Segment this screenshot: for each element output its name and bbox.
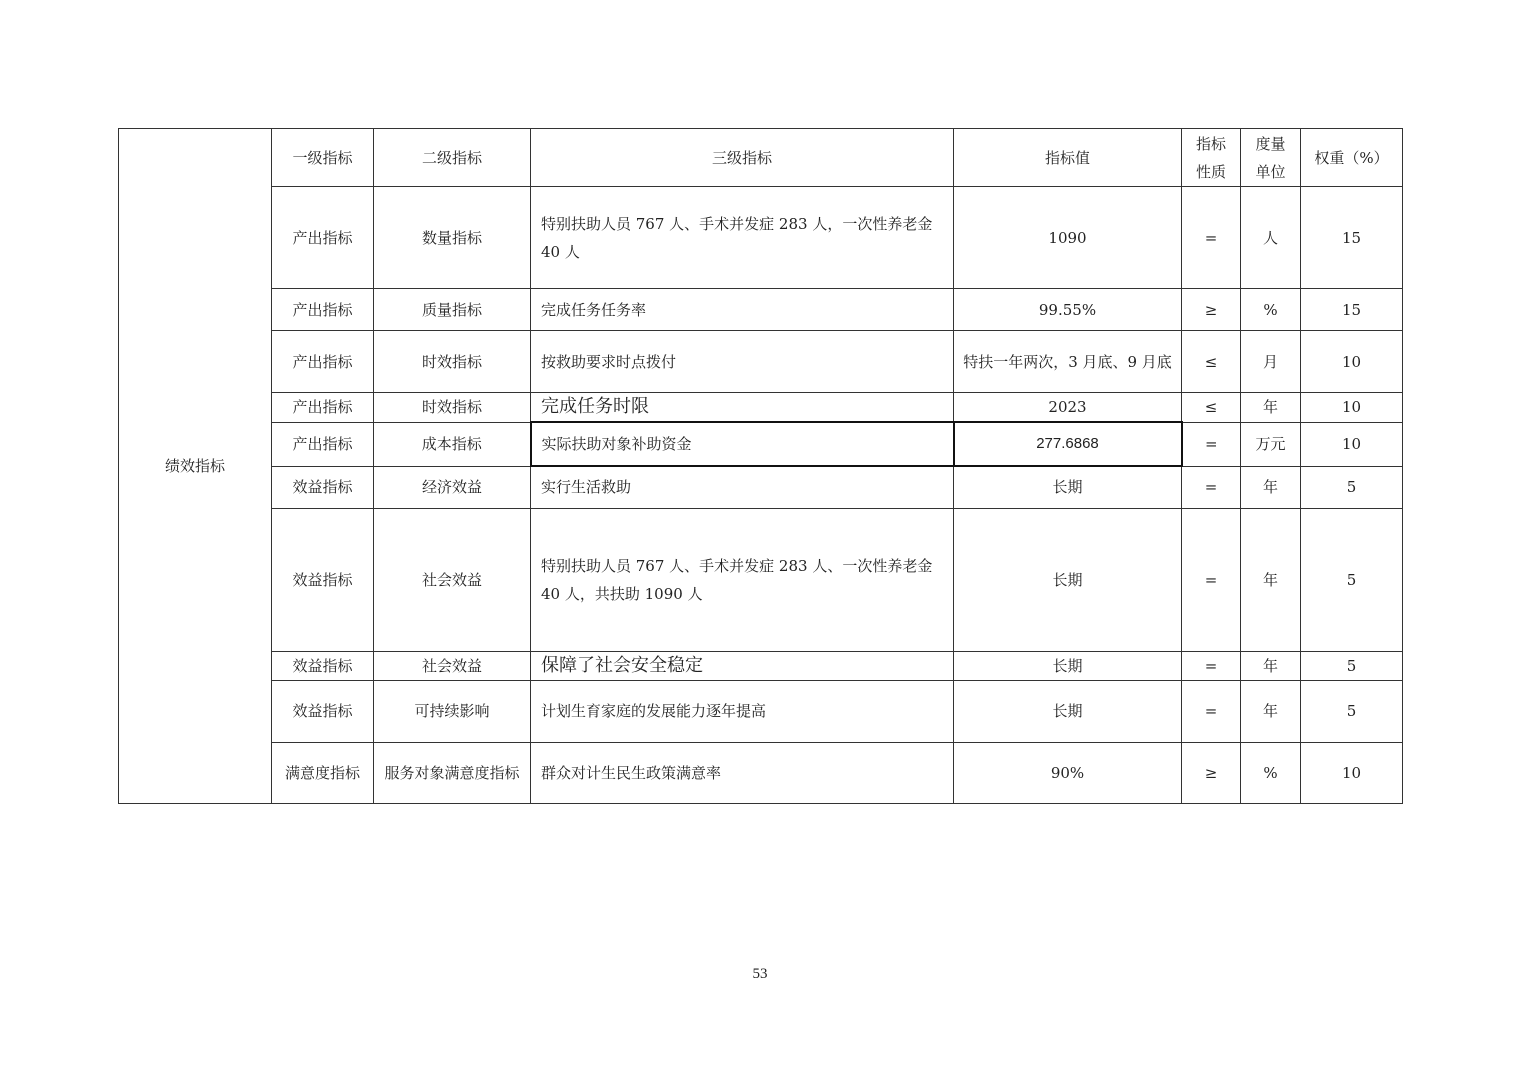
- table-row: [119, 466, 1403, 508]
- value-cell: 长期: [954, 466, 1182, 508]
- nature-cell: ≤: [1182, 393, 1241, 423]
- table-row: [119, 651, 1403, 680]
- value-cell: 90%: [954, 742, 1182, 803]
- unit-cell: 年: [1241, 680, 1301, 742]
- level2-cell: 服务对象满意度指标: [374, 742, 531, 803]
- level2-cell: 质量指标: [374, 289, 531, 331]
- level1-cell: 效益指标: [272, 680, 374, 742]
- level1-cell: 满意度指标: [272, 742, 374, 803]
- header-level2: 二级指标: [374, 129, 531, 187]
- nature-cell: =: [1182, 651, 1241, 680]
- unit-cell: 年: [1241, 466, 1301, 508]
- header-unit: 度量 单位: [1241, 129, 1301, 187]
- level1-cell: 效益指标: [272, 508, 374, 651]
- unit-cell: 月: [1241, 331, 1301, 393]
- table-row: [119, 289, 1403, 331]
- table-header-row: [119, 129, 1403, 187]
- level2-cell: 数量指标: [374, 187, 531, 289]
- nature-cell: =: [1182, 422, 1241, 466]
- level3-cell: 特别扶助人员 767 人、手术并发症 283 人，一次性养老金 40 人: [531, 187, 954, 289]
- weight-cell: 5: [1301, 651, 1403, 680]
- level2-cell: 时效指标: [374, 393, 531, 423]
- level1-cell: 产出指标: [272, 187, 374, 289]
- nature-cell: ≥: [1182, 742, 1241, 803]
- unit-cell: %: [1241, 742, 1301, 803]
- value-cell-highlighted: 277.6868: [954, 422, 1182, 466]
- category-cell: 绩效指标: [119, 129, 272, 804]
- header-level1: 一级指标: [272, 129, 374, 187]
- value-cell: 长期: [954, 651, 1182, 680]
- value-cell: 长期: [954, 508, 1182, 651]
- table-row: [119, 422, 1403, 466]
- unit-cell: 年: [1241, 651, 1301, 680]
- nature-cell: =: [1182, 187, 1241, 289]
- weight-cell: 15: [1301, 289, 1403, 331]
- level2-cell: 经济效益: [374, 466, 531, 508]
- level2-cell: 社会效益: [374, 651, 531, 680]
- level3-cell: 完成任务时限: [531, 393, 954, 423]
- table-row: [119, 393, 1403, 423]
- table-row: [119, 508, 1403, 651]
- weight-cell: 5: [1301, 508, 1403, 651]
- value-cell: 1090: [954, 187, 1182, 289]
- level2-cell: 成本指标: [374, 422, 531, 466]
- weight-cell: 10: [1301, 742, 1403, 803]
- level3-cell: 完成任务任务率: [531, 289, 954, 331]
- header-weight: 权重（%）: [1301, 129, 1403, 187]
- level1-cell: 产出指标: [272, 393, 374, 423]
- table-row: [119, 331, 1403, 393]
- unit-cell: 年: [1241, 393, 1301, 423]
- level3-cell: 群众对计生民生政策满意率: [531, 742, 954, 803]
- value-cell: 2023: [954, 393, 1182, 423]
- weight-cell: 5: [1301, 680, 1403, 742]
- nature-cell: ≤: [1182, 331, 1241, 393]
- page-number: 53: [752, 966, 768, 982]
- unit-cell: 人: [1241, 187, 1301, 289]
- value-cell: 99.55%: [954, 289, 1182, 331]
- weight-cell: 15: [1301, 187, 1403, 289]
- level1-cell: 产出指标: [272, 289, 374, 331]
- header-nature: 指标 性质: [1182, 129, 1241, 187]
- nature-cell: =: [1182, 466, 1241, 508]
- level2-cell: 时效指标: [374, 331, 531, 393]
- weight-cell: 5: [1301, 466, 1403, 508]
- level1-cell: 效益指标: [272, 651, 374, 680]
- level3-cell: 特别扶助人员 767 人、手术并发症 283 人、一次性养老金 40 人，共扶助 1090 人: [531, 508, 954, 651]
- nature-cell: =: [1182, 508, 1241, 651]
- unit-cell: 万元: [1241, 422, 1301, 466]
- level1-cell: 产出指标: [272, 422, 374, 466]
- weight-cell: 10: [1301, 331, 1403, 393]
- header-level3: 三级指标: [531, 129, 954, 187]
- level1-cell: 产出指标: [272, 331, 374, 393]
- value-cell: 长期: [954, 680, 1182, 742]
- level2-cell: 可持续影响: [374, 680, 531, 742]
- table-row: [119, 680, 1403, 742]
- value-cell: 特扶一年两次，3 月底、9 月底: [954, 331, 1182, 393]
- unit-cell: %: [1241, 289, 1301, 331]
- header-value: 指标值: [954, 129, 1182, 187]
- nature-cell: =: [1182, 680, 1241, 742]
- level3-cell: 按救助要求时点拨付: [531, 331, 954, 393]
- nature-cell: ≥: [1182, 289, 1241, 331]
- table-row: [119, 187, 1403, 289]
- table-row: [119, 742, 1403, 803]
- weight-cell: 10: [1301, 422, 1403, 466]
- level3-cell: 计划生育家庭的发展能力逐年提高: [531, 680, 954, 742]
- performance-indicator-table: [118, 128, 1403, 804]
- level2-cell: 社会效益: [374, 508, 531, 651]
- level3-cell: 实行生活救助: [531, 466, 954, 508]
- weight-cell: 10: [1301, 393, 1403, 423]
- level3-cell: 保障了社会安全稳定: [531, 651, 954, 680]
- level1-cell: 效益指标: [272, 466, 374, 508]
- unit-cell: 年: [1241, 508, 1301, 651]
- level3-cell-highlighted: 实际扶助对象补助资金: [531, 422, 954, 466]
